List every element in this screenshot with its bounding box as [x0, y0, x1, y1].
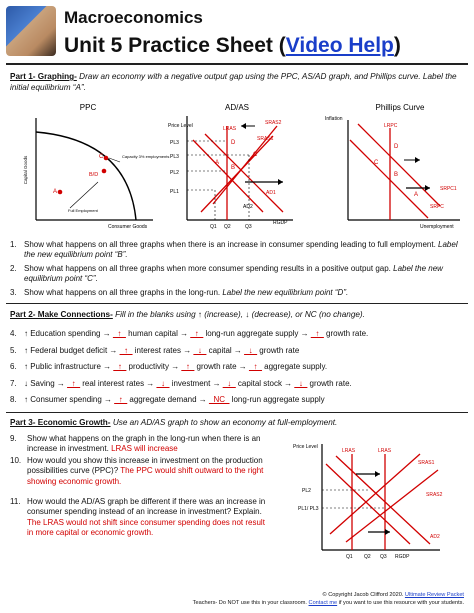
adas-ad1-label: AD1 — [266, 190, 276, 196]
ppc-point-bd — [102, 169, 107, 174]
question-1 — [10, 240, 466, 261]
q11-answer: The LRAS would not shift since consumer spending does not result in more capital or economic growth. — [27, 517, 265, 538]
q2-body — [24, 264, 466, 285]
part1-text: Draw an economy with a negative output gap using the PPC, AS/AD graph, and Phillips curve. Label the initial equilibrium “A”. — [10, 72, 457, 92]
part2-heading: Part 2- Make Connections- — [10, 310, 113, 319]
part3-questions — [10, 434, 272, 539]
q7-answer-2[interactable]: _↓_ — [156, 378, 170, 388]
q7-body — [24, 376, 352, 393]
growth-q1: Q1 — [346, 554, 353, 560]
q9-text: Show what happens on the graph in the long-run when there is an increase in investment. — [27, 434, 261, 454]
growth-sras2 — [346, 470, 438, 542]
part3-heading: Part 3- Economic Growth- — [10, 418, 111, 427]
q11-num: 11. — [10, 497, 21, 507]
q4-answer-1[interactable]: _↑_ — [112, 329, 126, 338]
q3-num: 3. — [10, 287, 17, 297]
q5-text-d: growth rate — [257, 345, 300, 355]
q1-text: Show what happens on all three graphs when there is an increase in consumer spending leading to full employment. — [24, 240, 439, 249]
part2-instructions — [10, 310, 466, 321]
q8-text-c: long-run aggregate supply — [229, 395, 325, 404]
phillips-graph — [320, 100, 468, 233]
author-photo — [6, 6, 56, 56]
q7-num: 7. — [10, 378, 17, 388]
ppc-capacity-label: Capacity 3% employments — [122, 154, 170, 159]
phillips-srpc — [350, 140, 428, 218]
q6-text-d: aggregate supply. — [261, 362, 328, 371]
ppc-full-employment-label: Full Employment — [68, 208, 98, 213]
q1-num: 1. — [10, 240, 17, 249]
q10-answer: The PPC would shift outward to the right showing economic growth. — [27, 466, 264, 486]
q4-answer-3[interactable]: _↑_ — [310, 329, 324, 338]
ppc-label-a: A — [53, 189, 58, 195]
adas-q3: Q3 — [245, 224, 252, 230]
q4-text-c: long-run aggregate supply → — [203, 329, 311, 338]
phillips-shift-arrowhead — [425, 185, 430, 191]
q2-text: Show what happens on all three graphs when more consumer spending results in a positive output gap. — [24, 263, 394, 273]
q5-text-c: capital → — [206, 345, 245, 355]
q6-answer-3[interactable]: _↑_ — [249, 362, 262, 371]
q7-answer-4[interactable]: _↓_ — [294, 378, 308, 388]
q5-text-a: ↑ Federal budget deficit → — [24, 345, 120, 355]
footer-teachers — [193, 600, 464, 606]
adas-pl1: PL1 — [170, 189, 179, 195]
q11-body — [27, 497, 272, 539]
q4-text-b: human capital → — [125, 329, 191, 338]
growth-adas-graph — [290, 434, 466, 566]
ppc-fullemp-arrow — [70, 182, 98, 208]
growth-lras2-label: LRAS — [378, 448, 392, 454]
q2-italic: Label the new equilibrium point “C”. — [24, 263, 443, 284]
adas-ad2-label: AD2 — [243, 204, 253, 210]
q6-text-b: productivity → — [126, 362, 182, 371]
adas-sras1 — [201, 136, 273, 212]
growth-sras1-label: SRAS1 — [418, 460, 435, 466]
growth-sras2-label: SRAS2 — [426, 492, 443, 498]
q8-body — [24, 392, 325, 409]
question-4 — [10, 326, 466, 343]
phillips-pt-d: D — [394, 144, 399, 150]
ppc-title: PPC — [79, 103, 97, 112]
part2-divider — [6, 412, 468, 413]
q3-italic: Label the new equilibrium point “D”. — [222, 287, 349, 297]
q4-text-d: growth rate. — [323, 329, 369, 338]
question-2 — [10, 264, 466, 285]
q2-num: 2. — [10, 263, 17, 273]
q8-text-a: ↑ Consumer spending → — [24, 395, 115, 404]
question-9 — [10, 434, 272, 455]
q5-num: 5. — [10, 345, 17, 355]
q10-body — [27, 456, 272, 487]
phillips-title: Phillips Curve — [375, 103, 425, 112]
q6-text-a: ↑ Public infrastructure → — [24, 362, 114, 371]
adas-pt-c: C — [253, 152, 258, 158]
q5-answer-2[interactable]: _↓_ — [193, 345, 207, 355]
ppc-label-c: C — [99, 154, 104, 160]
contact-link[interactable]: Contact me — [308, 600, 338, 606]
q6-body — [24, 359, 327, 376]
q8-num: 8. — [10, 395, 17, 404]
q6-answer-1[interactable]: _↑_ — [113, 362, 127, 371]
phillips-pt-a: A — [414, 192, 419, 198]
question-3 — [10, 288, 466, 298]
q7-text-e: growth rate. — [307, 378, 352, 388]
subtitle-prefix: Unit 5 Practice Sheet ( — [64, 34, 286, 57]
copyright-text: © Copyright Jacob Clifford 2020. — [322, 592, 405, 598]
adas-ad1 — [193, 140, 263, 212]
adas-sras-arrowhead — [241, 123, 246, 129]
question-8 — [10, 392, 466, 409]
ppc-label-bd: B/D — [89, 172, 99, 178]
q7-text-b: real interest rates → — [80, 378, 157, 388]
subtitle-suffix: ) — [393, 34, 401, 57]
phillips-y-label: Inflation — [325, 116, 343, 122]
q5-answer-1[interactable]: _↑_ — [119, 345, 133, 355]
q6-text-c: growth rate → — [194, 362, 250, 371]
phillips-srpc1-label: SRPC1 — [440, 186, 457, 192]
growth-pl1: PL1/ PL3 — [298, 506, 319, 512]
q9-num: 9. — [10, 434, 17, 443]
phillips-shift-arrowhead-2 — [415, 157, 420, 163]
q4-text-a: ↑ Education spending → — [24, 329, 113, 338]
adas-pl2: PL2 — [170, 170, 179, 176]
q5-body — [24, 343, 299, 360]
phillips-pt-c: C — [374, 160, 379, 166]
q11-text: How would the AD/AS graph be different if there was an increase in consumer spending instead of an increase in investment? Explain. — [27, 497, 266, 517]
q4-body — [24, 326, 368, 343]
adas-q2: Q2 — [224, 224, 231, 230]
q5-text-b: interest rates → — [132, 345, 194, 355]
adas-pt-b: B — [231, 165, 236, 171]
q8-answer-2[interactable]: _NC_ — [209, 395, 230, 404]
q1-italic: Label the new equilibrium point “B”. — [24, 240, 458, 260]
q8-text-b: aggregate demand → — [127, 395, 210, 404]
ppc-point-a — [58, 190, 63, 195]
growth-price-level: Price Level — [293, 444, 318, 450]
part1-instructions — [10, 72, 466, 93]
footer-copyright — [323, 592, 464, 598]
part1-questions — [10, 240, 466, 298]
phillips-srpc-label: SRPC — [430, 204, 444, 210]
adas-pt-d: D — [231, 140, 236, 146]
teachers-text-b: if you want to use this resource with your students. — [337, 600, 464, 606]
growth-pl2: PL2 — [302, 488, 311, 494]
header-divider — [6, 63, 468, 65]
q10-num: 10. — [10, 455, 22, 465]
question-10 — [10, 456, 272, 487]
growth-lras1-label: LRAS — [342, 448, 356, 454]
q9-answer: LRAS will increase — [111, 444, 178, 454]
question-11 — [10, 497, 272, 539]
part1-heading: Part 1- Graphing- — [10, 72, 77, 81]
q8-answer-1[interactable]: _↑_ — [114, 395, 128, 404]
ppc-y-label: Capital Goods — [23, 155, 28, 185]
growth-ad-arrowhead — [385, 529, 390, 535]
phillips-x-label: Unemployment — [420, 224, 454, 230]
q4-answer-2[interactable]: _↑_ — [190, 329, 204, 338]
ppc-x-label: Consumer Goods — [108, 224, 148, 230]
part2-rows — [10, 326, 466, 409]
growth-x-label: RGDP — [395, 554, 410, 560]
adas-price-level: Price Level — [168, 123, 193, 129]
part3-instructions — [10, 418, 466, 429]
q5-answer-3[interactable]: _↓_ — [244, 345, 258, 355]
part2-text: Fill in the blanks using ↑ (increase), ↓ (decrease), or NC (no change). — [112, 310, 365, 319]
phillips-pt-b: B — [394, 172, 399, 178]
page-title: Macroeconomics — [64, 8, 203, 27]
q7-text-a: ↓ Saving → — [24, 378, 68, 388]
ppc-curve — [36, 132, 136, 220]
q3-text: Show what happens on all three graphs in the long-run. — [24, 287, 223, 297]
adas-title: AD/AS — [224, 103, 250, 112]
q7-text-d: capital stock → — [235, 378, 295, 388]
ppc-point-c — [104, 156, 109, 161]
growth-ad2 — [336, 456, 430, 544]
part3-text: Use an AD/AS graph to show an economy at full-employment. — [110, 418, 338, 427]
question-7 — [10, 376, 466, 393]
q3-body — [24, 288, 348, 298]
phillips-srpc1 — [358, 124, 440, 206]
growth-q2: Q2 — [364, 554, 371, 560]
adas-shift-arrowhead — [278, 179, 283, 185]
adas-pt-a: A — [215, 160, 220, 166]
growth-ad2-label: AD2 — [430, 534, 440, 540]
adas-pl3a: PL3 — [170, 140, 179, 146]
ppc-graph — [18, 100, 170, 232]
q9-body — [27, 434, 272, 455]
adas-pl3b: PL3 — [170, 154, 179, 160]
review-packet-link[interactable]: Ultimate Review Packet — [404, 592, 464, 598]
q6-num: 6. — [10, 362, 17, 371]
adas-x-label: RGDP — [273, 220, 288, 226]
adas-q1: Q1 — [210, 224, 217, 230]
q4-num: 4. — [10, 329, 17, 338]
q1-body — [24, 240, 466, 261]
q10-text: How would you show this increase in investment on the production possibilities curve (PPC)? — [27, 455, 263, 476]
video-help-link[interactable]: Video Help — [285, 34, 394, 57]
part1-divider — [6, 303, 468, 304]
adas-sras2-label: SRAS2 — [265, 120, 282, 126]
q6-answer-2[interactable]: _↑_ — [181, 362, 195, 371]
growth-q3: Q3 — [380, 554, 387, 560]
question-6 — [10, 359, 466, 376]
phillips-lrpc-label: LRPC — [384, 123, 398, 129]
q7-answer-1[interactable]: _↑_ — [67, 378, 81, 388]
adas-lras-label: LRAS — [223, 126, 237, 132]
page-subtitle — [64, 34, 401, 58]
adas-sras1-label: SRAS1 — [257, 136, 274, 142]
q7-text-c: investment → — [169, 378, 223, 388]
question-5 — [10, 343, 466, 360]
adas-graph — [165, 100, 315, 233]
q7-answer-3[interactable]: _↓_ — [222, 378, 236, 388]
growth-lras-arrowhead — [375, 471, 380, 477]
teachers-text-a: Teachers- Do NOT use this in your classroom. — [192, 600, 309, 606]
